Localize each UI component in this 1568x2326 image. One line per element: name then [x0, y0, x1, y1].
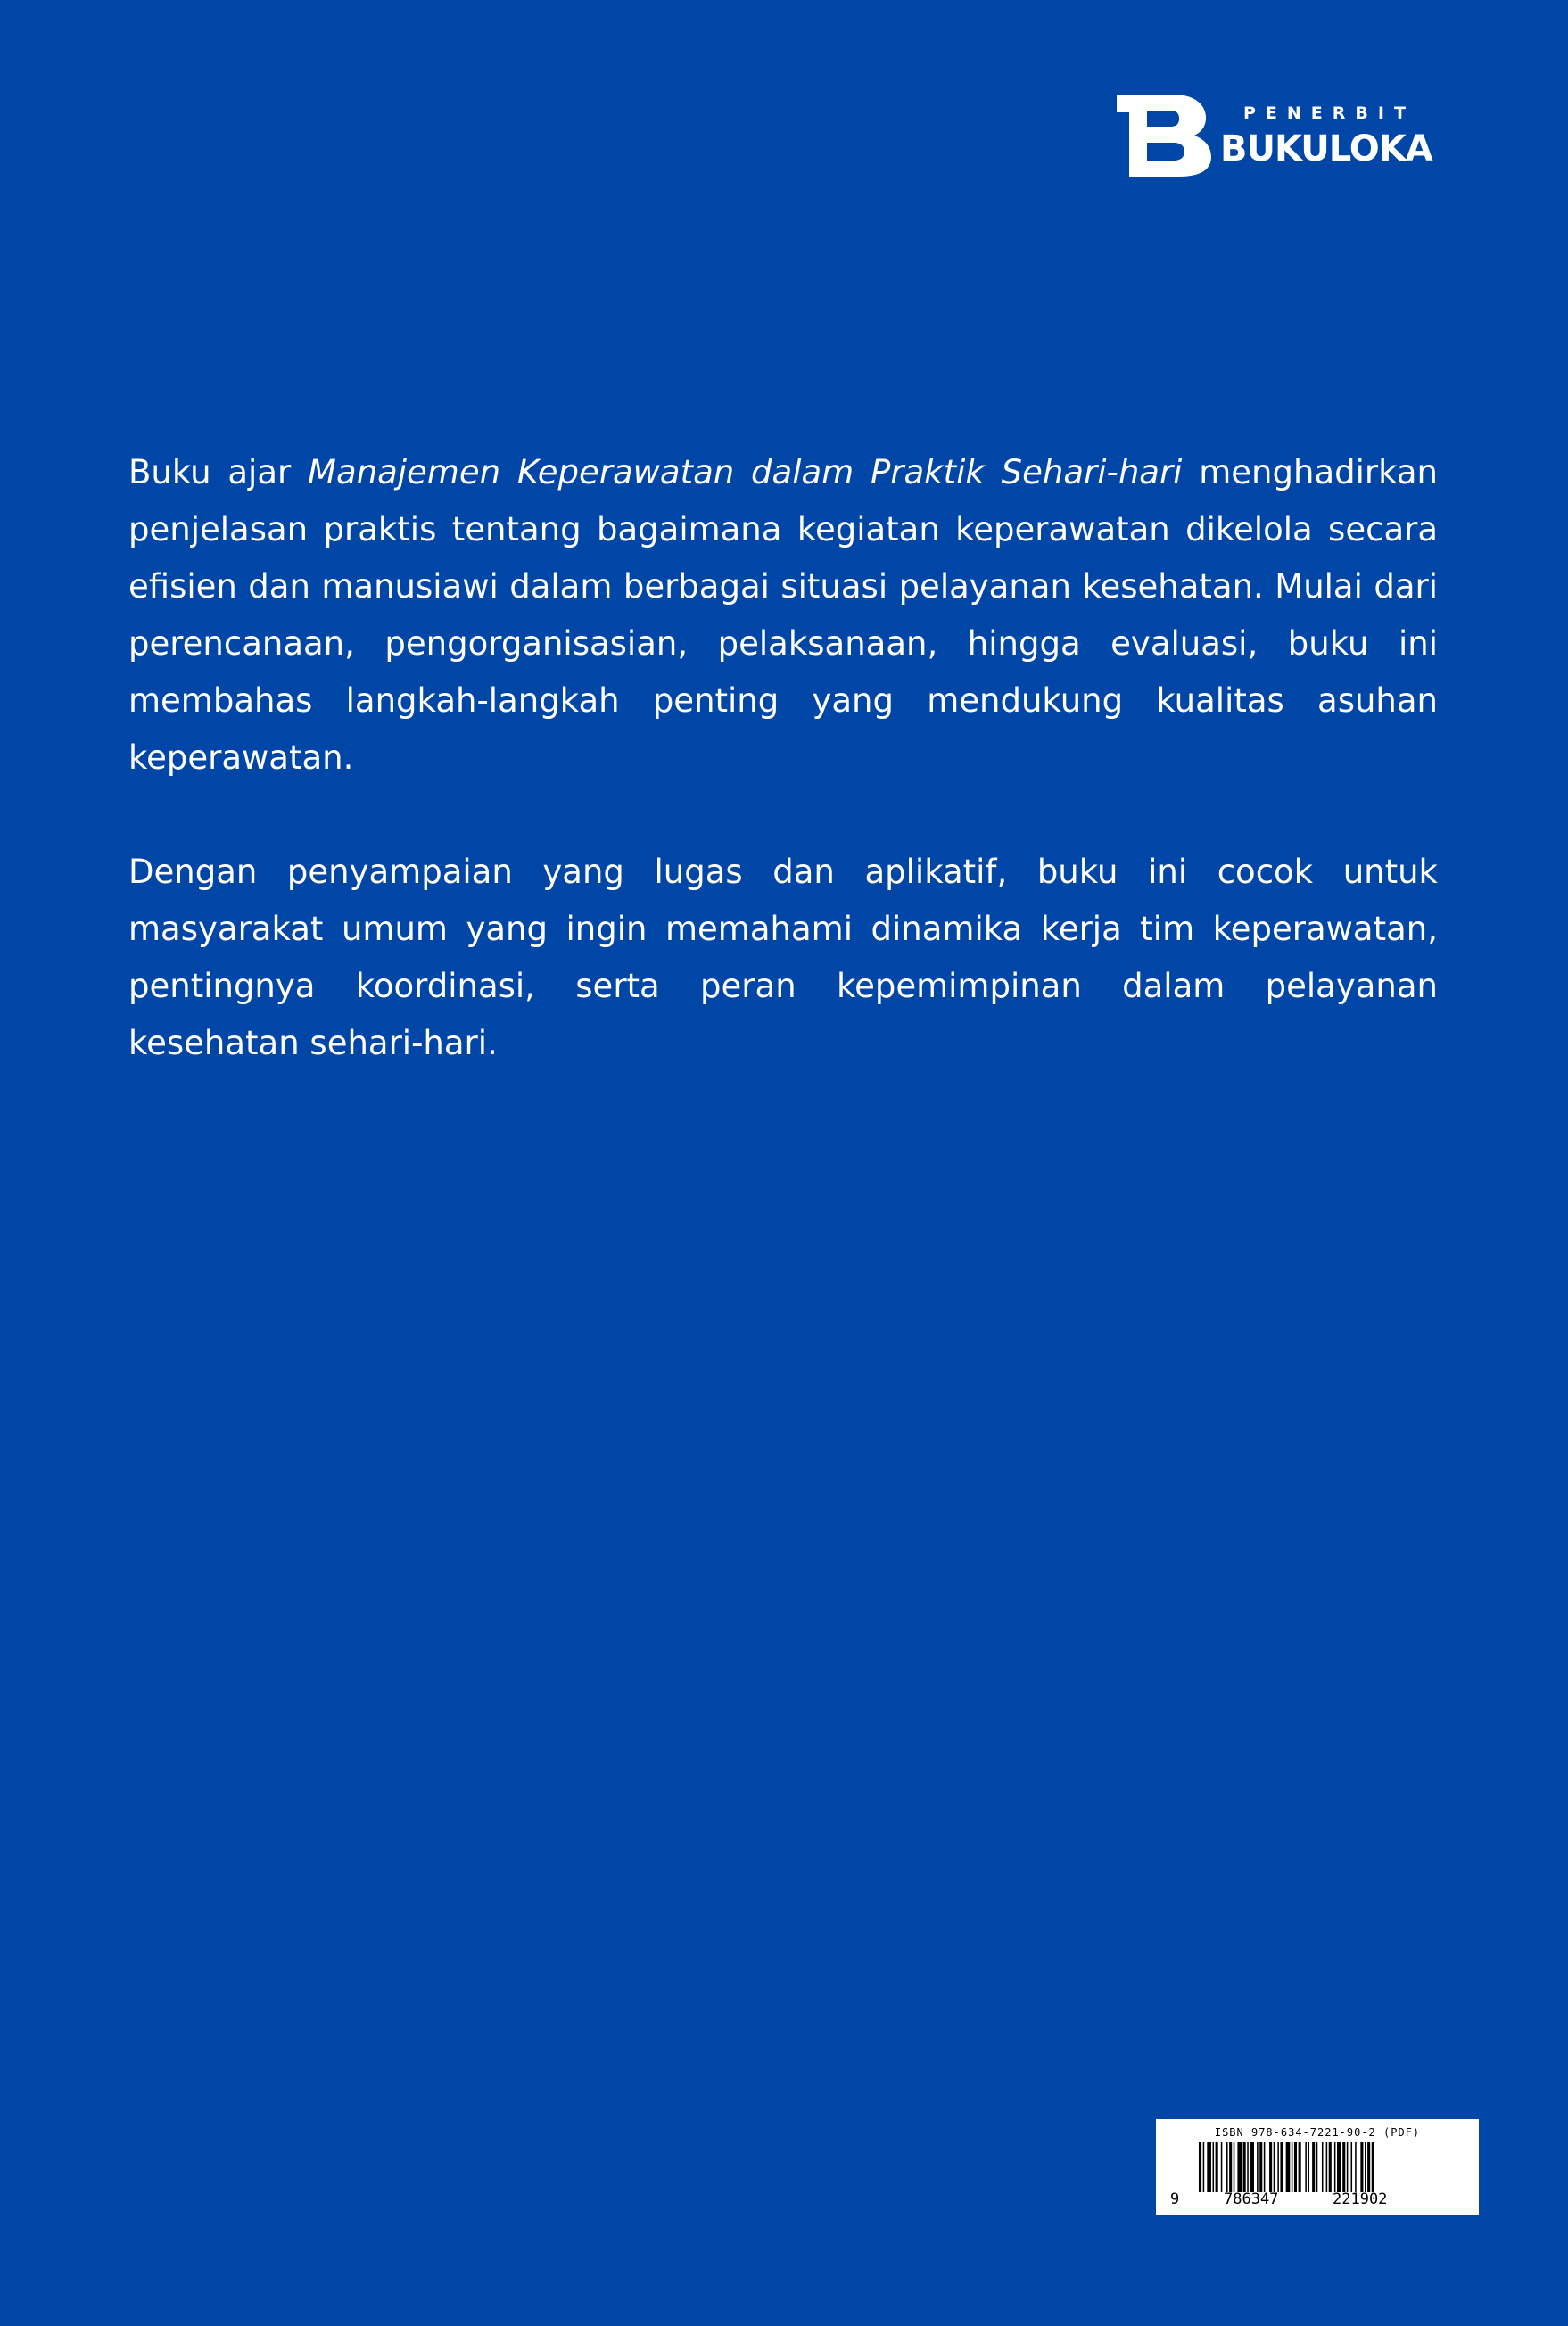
publisher-name: BUKULOKA [1220, 128, 1432, 169]
blurb [128, 444, 1438, 1072]
barcode-bar [1257, 2142, 1259, 2192]
barcode-bar [1234, 2142, 1235, 2192]
barcode-bar [1342, 2142, 1345, 2192]
barcode-bar [1259, 2142, 1262, 2192]
barcode-bar [1243, 2142, 1246, 2192]
barcode-bar [1367, 2142, 1370, 2192]
barcode-bar [1247, 2142, 1249, 2192]
barcode-bar [1226, 2142, 1228, 2192]
barcode-bar [1264, 2142, 1266, 2192]
blurb-paragraph-1 [128, 444, 1438, 787]
isbn-digit-first: 9 [1170, 2190, 1180, 2208]
barcode-bar [1372, 2142, 1374, 2192]
barcode-bar [1207, 2142, 1211, 2192]
barcode-bar [1213, 2142, 1215, 2192]
barcode-bar [1312, 2142, 1315, 2192]
barcode-bar [1237, 2142, 1242, 2192]
barcode-bar [1329, 2142, 1332, 2192]
barcode-bar [1360, 2142, 1363, 2192]
isbn-label: ISBN 978-634-7221-90-2 (PDF) [1214, 2126, 1421, 2139]
book-title: Manajemen Keperawatan dalam Praktik Sehari-hari [308, 453, 1183, 491]
isbn-barcode [1156, 2119, 1479, 2215]
barcode-bar [1351, 2142, 1353, 2192]
barcode-bar [1292, 2142, 1293, 2192]
blurb-prefix: Buku ajar [128, 453, 309, 491]
barcode-bar [1347, 2142, 1349, 2192]
barcode-bar [1305, 2142, 1307, 2192]
barcode-bar [1274, 2142, 1275, 2192]
barcode-bar [1326, 2142, 1328, 2192]
publisher-label: PENERBIT [1243, 103, 1415, 123]
barcode-bar [1322, 2142, 1324, 2192]
barcode-bar [1216, 2142, 1218, 2192]
blurb-paragraph-2: Dengan penyampaian yang lugas dan aplikatif, buku ini cocok untuk masyarakat umum yang ingin memahami dinamika kerja tim keperawatan, pentingnya koordinasi, serta peran kepemimpinan dalam pelayanan kesehatan sehari-hari. [128, 853, 1438, 1062]
publisher-logo [1117, 93, 1438, 178]
barcode-bar [1286, 2142, 1291, 2192]
barcode-bar [1199, 2142, 1201, 2192]
barcode-bar [1334, 2142, 1336, 2192]
isbn-digits-right: 221902 [1333, 2190, 1388, 2208]
barcode-bar [1229, 2142, 1232, 2192]
barcode-bar [1337, 2142, 1341, 2192]
barcode-bar [1250, 2142, 1254, 2192]
barcode-bar [1280, 2142, 1283, 2192]
barcode-bar [1277, 2142, 1279, 2192]
blurb-paragraph-1-text: menghadirkan penjelasan praktis tentang bagaimana kegiatan keperawatan dikelola secara efisien dan manusiawi dalam berbagai situasi pelayanan kesehatan. Mulai dari perencanaan, pengorganisasian, pelaksanaan, hingga evaluasi, buku ini membahas langkah-langkah penting yang mendukung kualitas asuhan keperawatan. [128, 453, 1438, 777]
barcode-bar [1365, 2142, 1366, 2192]
barcode-bar [1269, 2142, 1272, 2192]
barcode-bar [1355, 2142, 1357, 2192]
bukuloka-b-logo-icon [1117, 95, 1213, 177]
barcode-icon [1199, 2142, 1438, 2192]
barcode-bar [1221, 2142, 1223, 2192]
barcode-bar [1203, 2142, 1205, 2192]
barcode-bar [1316, 2142, 1318, 2192]
barcode-bar [1299, 2142, 1301, 2192]
barcode-bar [1294, 2142, 1297, 2192]
barcode-bar [1308, 2142, 1309, 2192]
isbn-digits-left: 786347 [1224, 2190, 1279, 2208]
